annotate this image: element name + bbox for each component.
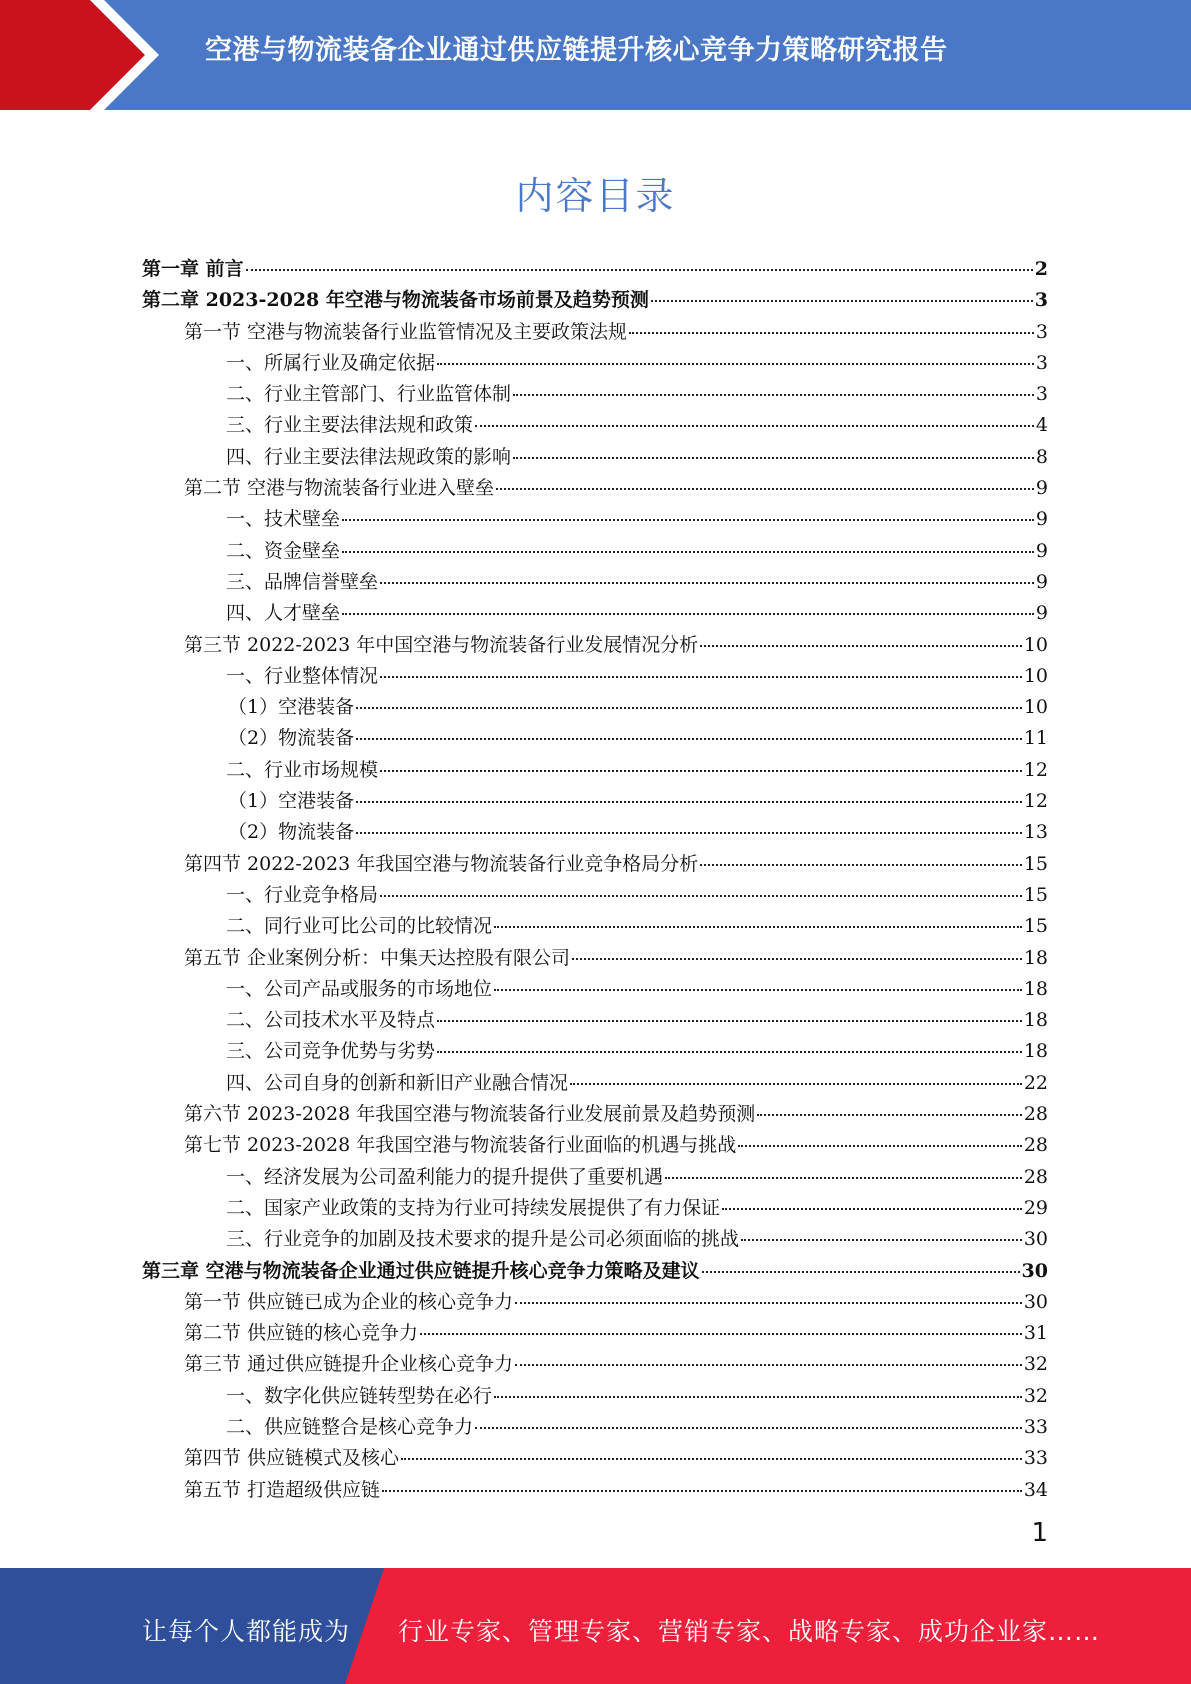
- toc-entry[interactable]: [142, 1224, 1048, 1255]
- toc-entry-page: 28: [1023, 1165, 1048, 1188]
- table-of-contents: [142, 254, 1048, 1506]
- toc-entry[interactable]: [142, 911, 1048, 942]
- toc-dot-leader: [651, 300, 1033, 302]
- toc-entry-page: 9: [1035, 539, 1048, 562]
- toc-entry[interactable]: [142, 536, 1048, 567]
- toc-entry-title: 第四节 2022-2023 年我国空港与物流装备行业竞争格局分析: [184, 852, 699, 875]
- toc-entry-page: 28: [1023, 1134, 1048, 1157]
- toc-entry[interactable]: [142, 880, 1048, 911]
- toc-entry[interactable]: [142, 504, 1048, 535]
- toc-entry-page: 15: [1023, 852, 1048, 875]
- toc-entry[interactable]: [142, 285, 1048, 316]
- toc-entry-page: 3: [1034, 289, 1048, 312]
- toc-entry-title: 二、行业主管部门、行业监管体制: [226, 383, 512, 406]
- toc-dot-leader: [702, 1271, 1020, 1273]
- toc-entry[interactable]: [142, 943, 1048, 974]
- toc-entry-page: 9: [1035, 508, 1048, 531]
- toc-entry-page: 30: [1021, 1259, 1048, 1282]
- toc-entry[interactable]: [142, 410, 1048, 441]
- toc-entry[interactable]: [142, 348, 1048, 379]
- header-band: [0, 0, 1191, 110]
- toc-entry-page: 10: [1023, 664, 1048, 687]
- toc-entry[interactable]: [142, 598, 1048, 629]
- toc-dot-leader: [342, 551, 1034, 553]
- toc-dot-leader: [342, 613, 1034, 615]
- toc-entry-page: 31: [1023, 1322, 1048, 1345]
- toc-entry[interactable]: [142, 1099, 1048, 1130]
- toc-title: 内容目录: [515, 174, 676, 218]
- toc-entry-page: 12: [1023, 790, 1048, 813]
- toc-entry-page: 29: [1023, 1196, 1048, 1219]
- toc-dot-leader: [700, 864, 1022, 866]
- toc-entry-title: 第一章 前言: [142, 258, 244, 280]
- toc-entry-page: 18: [1023, 1009, 1048, 1032]
- toc-entry-title: 二、同行业可比公司的比较情况: [226, 915, 493, 938]
- toc-entry-title: 第二节 空港与物流装备行业进入壁垒: [184, 477, 495, 500]
- toc-entry-page: 22: [1023, 1071, 1048, 1094]
- toc-dot-leader: [515, 1302, 1022, 1304]
- toc-dot-leader: [513, 394, 1034, 396]
- toc-entry-title: 第七节 2023-2028 年我国空港与物流装备行业面临的机遇与挑战: [184, 1134, 737, 1157]
- toc-entry[interactable]: [142, 817, 1048, 848]
- toc-entry-title: 第三节 通过供应链提升企业核心竞争力: [184, 1353, 514, 1376]
- toc-entry-title: 一、经济发展为公司盈利能力的提升提供了重要机遇: [226, 1165, 664, 1188]
- toc-entry-page: 33: [1023, 1415, 1048, 1438]
- toc-entry-title: 一、公司产品或服务的市场地位: [226, 977, 493, 1000]
- toc-dot-leader: [741, 1239, 1022, 1241]
- toc-entry[interactable]: [142, 1318, 1048, 1349]
- toc-entry-title: 四、行业主要法律法规政策的影响: [226, 445, 512, 468]
- toc-entry-page: 9: [1035, 570, 1048, 593]
- toc-entry-title: （2）物流装备: [228, 821, 355, 844]
- toc-entry-title: 三、行业主要法律法规和政策: [226, 414, 474, 437]
- toc-entry[interactable]: [142, 254, 1048, 285]
- toc-dot-leader: [356, 738, 1022, 740]
- toc-dot-leader: [722, 1208, 1022, 1210]
- toc-entry-title: 第一节 空港与物流装备行业监管情况及主要政策法规: [184, 320, 628, 343]
- toc-entry[interactable]: [142, 473, 1048, 504]
- toc-entry-page: 3: [1035, 320, 1048, 343]
- toc-entry[interactable]: [142, 1349, 1048, 1380]
- toc-entry[interactable]: [142, 692, 1048, 723]
- toc-entry[interactable]: [142, 1381, 1048, 1412]
- toc-dot-leader: [757, 1114, 1022, 1116]
- toc-entry-page: 30: [1023, 1290, 1048, 1313]
- toc-dot-leader: [496, 488, 1034, 490]
- toc-dot-leader: [380, 895, 1022, 897]
- toc-entry[interactable]: [142, 786, 1048, 817]
- toc-entry-page: 18: [1023, 977, 1048, 1000]
- toc-entry[interactable]: [142, 661, 1048, 692]
- toc-dot-leader: [700, 645, 1022, 647]
- toc-entry-title: 第四节 供应链模式及核心: [184, 1447, 400, 1470]
- toc-dot-leader: [382, 1490, 1022, 1492]
- toc-dot-leader: [437, 1051, 1022, 1053]
- toc-entry-page: 12: [1023, 758, 1048, 781]
- toc-entry-title: 一、行业整体情况: [226, 664, 379, 687]
- toc-entry-title: 三、公司竞争优势与劣势: [226, 1040, 436, 1063]
- toc-dot-leader: [356, 707, 1022, 709]
- toc-dot-leader: [437, 1020, 1022, 1022]
- toc-entry-page: 15: [1023, 883, 1048, 906]
- toc-entry-title: 第一节 供应链已成为企业的核心竞争力: [184, 1290, 514, 1313]
- toc-entry-title: 第二节 供应链的核心竞争力: [184, 1322, 419, 1345]
- footer-slogan-left: 让每个人都能成为: [142, 1617, 351, 1646]
- toc-entry-page: 3: [1035, 383, 1048, 406]
- toc-dot-leader: [380, 770, 1022, 772]
- toc-dot-leader: [665, 1177, 1022, 1179]
- toc-entry-page: 8: [1035, 445, 1048, 468]
- toc-dot-leader: [738, 1145, 1022, 1147]
- toc-entry-page: 33: [1023, 1447, 1048, 1470]
- toc-entry[interactable]: [142, 755, 1048, 786]
- toc-entry-title: 一、数字化供应链转型势在必行: [226, 1384, 493, 1407]
- toc-entry[interactable]: [142, 1005, 1048, 1036]
- toc-dot-leader: [572, 958, 1022, 960]
- toc-entry-page: 32: [1023, 1384, 1048, 1407]
- toc-dot-leader: [494, 926, 1022, 928]
- header-red-chevron: [0, 0, 160, 110]
- toc-entry-title: （1）空港装备: [228, 790, 355, 813]
- toc-entry-title: 四、公司自身的创新和新旧产业融合情况: [226, 1071, 569, 1094]
- toc-entry[interactable]: [142, 1068, 1048, 1099]
- toc-entry-title: 二、资金壁垒: [226, 539, 341, 562]
- toc-dot-leader: [475, 425, 1034, 427]
- toc-dot-leader: [380, 582, 1034, 584]
- toc-entry-title: 第五节 打造超级供应链: [184, 1478, 381, 1501]
- toc-entry[interactable]: [142, 1443, 1048, 1474]
- toc-entry-page: 30: [1023, 1228, 1048, 1251]
- toc-entry[interactable]: [142, 1130, 1048, 1161]
- toc-entry[interactable]: [142, 849, 1048, 880]
- toc-entry-title: 二、公司技术水平及特点: [226, 1009, 436, 1032]
- toc-dot-leader: [380, 676, 1022, 678]
- toc-entry-page: 10: [1023, 633, 1048, 656]
- toc-dot-leader: [513, 457, 1034, 459]
- toc-entry[interactable]: [142, 1475, 1048, 1506]
- toc-dot-leader: [356, 832, 1022, 834]
- toc-entry-title: （2）物流装备: [228, 727, 355, 750]
- toc-entry-page: 9: [1035, 602, 1048, 625]
- toc-dot-leader: [475, 1427, 1022, 1429]
- toc-entry-title: 三、品牌信誉壁垒: [226, 570, 379, 593]
- toc-entry[interactable]: [142, 1256, 1048, 1287]
- toc-entry-page: 15: [1023, 915, 1048, 938]
- toc-entry[interactable]: [142, 1036, 1048, 1067]
- toc-dot-leader: [401, 1458, 1022, 1460]
- toc-entry[interactable]: [142, 974, 1048, 1005]
- toc-entry[interactable]: [142, 1162, 1048, 1193]
- toc-entry-title: 四、人才壁垒: [226, 602, 341, 625]
- toc-entry[interactable]: [142, 1193, 1048, 1224]
- toc-entry-page: 3: [1035, 351, 1048, 374]
- toc-dot-leader: [629, 332, 1034, 334]
- footer-slogan-right: 行业专家、管理专家、营销专家、战略专家、成功企业家……: [398, 1617, 1101, 1646]
- toc-entry[interactable]: [142, 317, 1048, 348]
- page-number: 1: [1031, 1518, 1048, 1548]
- toc-entry-page: 34: [1023, 1478, 1048, 1501]
- toc-entry-title: 一、行业竞争格局: [226, 883, 379, 906]
- toc-entry-title: （1）空港装备: [228, 696, 355, 719]
- toc-entry-page: 10: [1023, 696, 1048, 719]
- toc-dot-leader: [437, 363, 1034, 365]
- toc-entry-page: 9: [1035, 477, 1048, 500]
- toc-dot-leader: [494, 1396, 1022, 1398]
- toc-entry-page: 18: [1023, 1040, 1048, 1063]
- toc-dot-leader: [246, 269, 1033, 271]
- toc-entry[interactable]: [142, 630, 1048, 661]
- toc-entry[interactable]: [142, 567, 1048, 598]
- toc-entry-page: 4: [1035, 414, 1048, 437]
- toc-entry[interactable]: [142, 1287, 1048, 1318]
- toc-entry-title: 二、行业市场规模: [226, 758, 379, 781]
- toc-entry-title: 第二章 2023-2028 年空港与物流装备市场前景及趋势预测: [142, 289, 649, 312]
- toc-entry-title: 第六节 2023-2028 年我国空港与物流装备行业发展前景及趋势预测: [184, 1103, 756, 1126]
- toc-entry[interactable]: [142, 379, 1048, 410]
- report-title: 空港与物流装备企业通过供应链提升核心竞争力策略研究报告: [205, 35, 948, 66]
- toc-entry-title: 二、国家产业政策的支持为行业可持续发展提供了有力保证: [226, 1196, 721, 1219]
- toc-entry[interactable]: [142, 1412, 1048, 1443]
- toc-entry-page: 11: [1023, 727, 1048, 750]
- toc-entry-title: 第五节 企业案例分析：中集天达控股有限公司: [184, 946, 571, 969]
- toc-entry-page: 32: [1023, 1353, 1048, 1376]
- toc-entry[interactable]: [142, 442, 1048, 473]
- toc-entry-title: 第三节 2022-2023 年中国空港与物流装备行业发展情况分析: [184, 633, 699, 656]
- toc-dot-leader: [570, 1083, 1022, 1085]
- toc-entry-page: 2: [1034, 258, 1048, 280]
- footer-band: [0, 1568, 1191, 1684]
- toc-dot-leader: [342, 519, 1034, 521]
- toc-entry-title: 三、行业竞争的加剧及技术要求的提升是公司必须面临的挑战: [226, 1228, 740, 1251]
- toc-entry-title: 第三章 空港与物流装备企业通过供应链提升核心竞争力策略及建议: [142, 1259, 700, 1282]
- toc-entry-title: 二、供应链整合是核心竞争力: [226, 1415, 474, 1438]
- toc-dot-leader: [420, 1333, 1022, 1335]
- toc-dot-leader: [515, 1364, 1022, 1366]
- toc-entry[interactable]: [142, 723, 1048, 754]
- toc-entry-title: 一、所属行业及确定依据: [226, 351, 436, 374]
- toc-entry-page: 28: [1023, 1103, 1048, 1126]
- toc-dot-leader: [356, 801, 1022, 803]
- toc-entry-title: 一、技术壁垒: [226, 508, 341, 531]
- toc-entry-page: 13: [1023, 821, 1048, 844]
- toc-entry-page: 18: [1023, 946, 1048, 969]
- toc-dot-leader: [494, 989, 1022, 991]
